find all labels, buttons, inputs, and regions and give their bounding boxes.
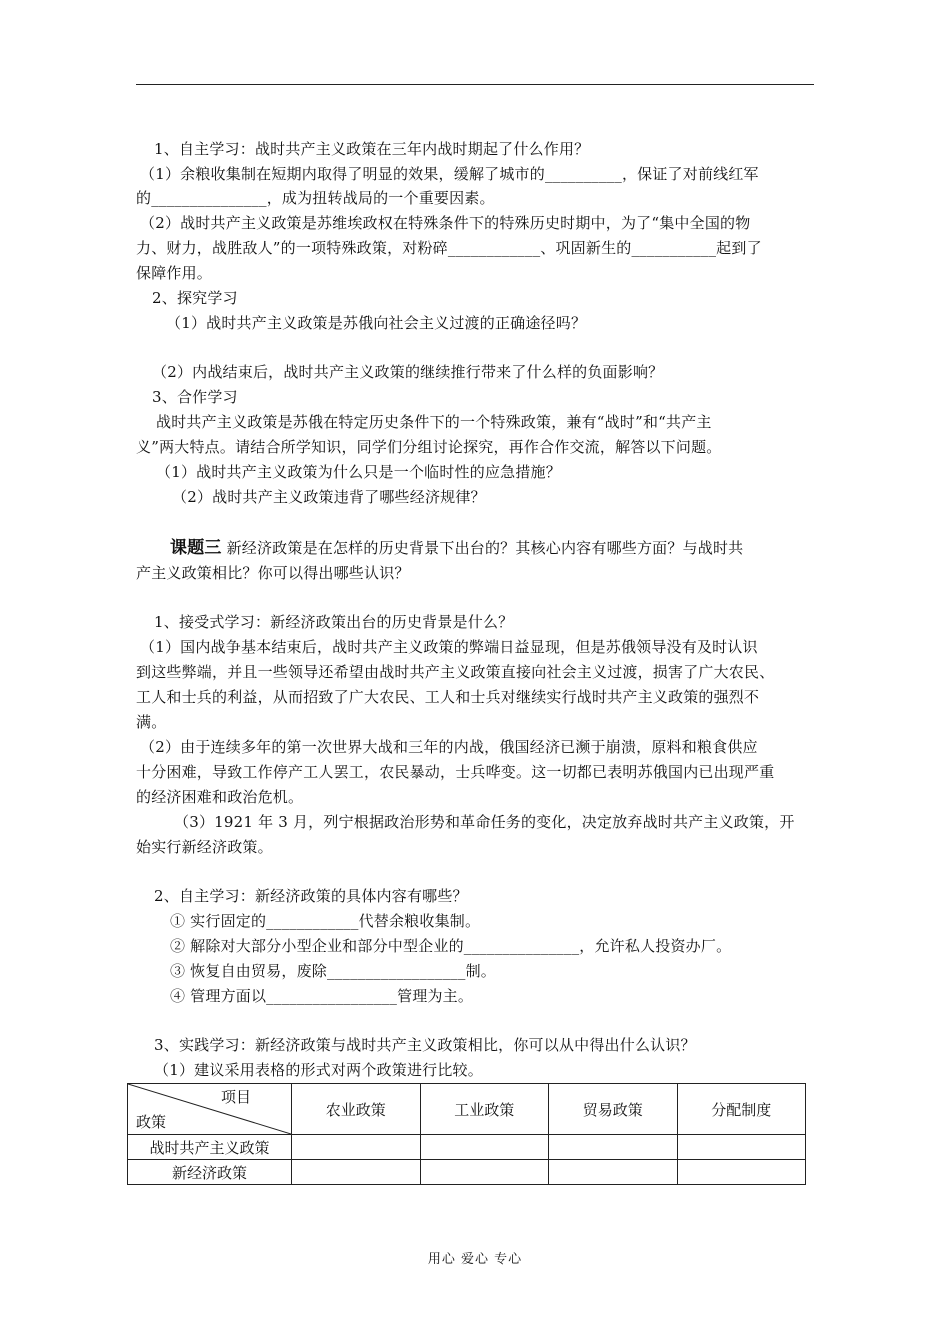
table-cell: [677, 1160, 806, 1185]
table-row-label: 新经济政策: [128, 1160, 292, 1185]
table-cell: [549, 1160, 678, 1185]
table-row-label: 战时共产主义政策: [128, 1135, 292, 1160]
text-line: 十分困难，导致工作停产工人罢工，农民暴动，士兵哗变。这一切都已表明苏俄国内已出现严重: [136, 763, 775, 781]
text-line: 始实行新经济政策。: [136, 838, 273, 856]
corner-label-policy: 政策: [136, 1113, 167, 1131]
text-line: 2、探究学习: [152, 289, 238, 307]
text-line: （1）余粮收集制在短期内取得了明显的效果，缓解了城市的__________，保证了对前线红军: [140, 165, 759, 183]
table-cell: [292, 1135, 421, 1160]
table-header-cell: 农业政策: [292, 1084, 421, 1135]
text-line: （2）由于连续多年的第一次世界大战和三年的内战，俄国经济已濒于崩溃，原料和粮食供应: [140, 738, 758, 756]
comparison-table: [127, 1083, 806, 1185]
text-line: （2）战时共产主义政策是苏维埃政权在特殊条件下的特殊历史时期中，为了“集中全国的物: [140, 214, 751, 232]
text-line: 满。: [136, 713, 167, 731]
text-line: （2）战时共产主义政策违背了哪些经济规律？: [172, 488, 486, 506]
text-line: 1、接受式学习：新经济政策出台的历史背景是什么？: [154, 613, 514, 631]
text-line: （2）内战结束后，战时共产主义政策的继续推行带来了什么样的负面影响？: [152, 363, 664, 381]
text-line: （3）1921 年 3 月，列宁根据政治形势和革命任务的变化，决定放弃战时共产主义政策，开: [174, 813, 795, 831]
table-cell: [420, 1135, 549, 1160]
table-header-cell: 贸易政策: [549, 1084, 678, 1135]
table-row: [128, 1135, 806, 1160]
table-header-cell: 工业政策: [420, 1084, 549, 1135]
text-line: （1）国内战争基本结束后，战时共产主义政策的弊端日益显现，但是苏俄领导没有及时认识: [140, 638, 758, 656]
text-line: （1）战时共产主义政策为什么只是一个临时性的应急措施？: [156, 463, 561, 481]
text-line: （1）战时共产主义政策是苏俄向社会主义过渡的正确途径吗？: [166, 314, 587, 332]
table-header-cell: 分配制度: [677, 1084, 806, 1135]
table-cell: [292, 1160, 421, 1185]
text-line: 力、财力，战胜敌人”的一项特殊政策，对粉碎____________、巩固新生的___________起到了: [136, 239, 762, 257]
text-line: 到这些弊端，并且一些领导还希望由战时共产主义政策直接向社会主义过渡，损害了广大农民、: [136, 663, 775, 681]
text-line: 3、合作学习: [152, 388, 238, 406]
table-header-row: [128, 1084, 806, 1135]
text-line: 义”两大特点。请结合所学知识，同学们分组讨论探究，再作合作交流，解答以下问题。: [136, 438, 722, 456]
section-heading: [170, 538, 743, 558]
text-line: 保障作用。: [136, 264, 213, 282]
table-corner-cell: [128, 1084, 292, 1135]
table-cell: [549, 1135, 678, 1160]
corner-label-item: 项目: [220, 1088, 251, 1106]
text-line: ③ 恢复自由贸易，废除__________________制。: [170, 962, 496, 980]
text-line: 的经济困难和政治危机。: [136, 788, 304, 806]
text-line: 战时共产主义政策是苏俄在特定历史条件下的一个特殊政策，兼有“战时”和“共产主: [156, 413, 712, 431]
text-line: ① 实行固定的____________代替余粮收集制。: [170, 912, 481, 930]
text-line: 2、自主学习：新经济政策的具体内容有哪些？: [154, 887, 468, 905]
text-line: 工人和士兵的利益，从而招致了广大农民、工人和士兵对继续实行战时共产主义政策的强烈不: [136, 688, 760, 706]
table-cell: [677, 1135, 806, 1160]
text-line: 1、自主学习：战时共产主义政策在三年内战时期起了什么作用？: [154, 140, 590, 158]
text-line: ④ 管理方面以_________________管理为主。: [170, 987, 474, 1005]
table-cell: [420, 1160, 549, 1185]
header-rule: [136, 84, 814, 85]
text-line: ② 解除对大部分小型企业和部分中型企业的_______________，允许私人投资办厂。: [170, 937, 732, 955]
section-question: 新经济政策是在怎样的历史背景下出台的？其核心内容有哪些方面？与战时共: [221, 539, 744, 557]
table-row: [128, 1160, 806, 1185]
text-line: 的_______________，成为扭转战局的一个重要因素。: [136, 189, 495, 207]
page-footer: 用心 爱心 专心: [427, 1252, 523, 1267]
text-line: 3、实践学习：新经济政策与战时共产主义政策相比，你可以从中得出什么认识？: [154, 1036, 696, 1054]
text-line: 产主义政策相比？你可以得出哪些认识？: [136, 564, 410, 582]
text-line: （1）建议采用表格的形式对两个政策进行比较。: [154, 1061, 483, 1079]
section-title: 课题三: [170, 538, 222, 558]
